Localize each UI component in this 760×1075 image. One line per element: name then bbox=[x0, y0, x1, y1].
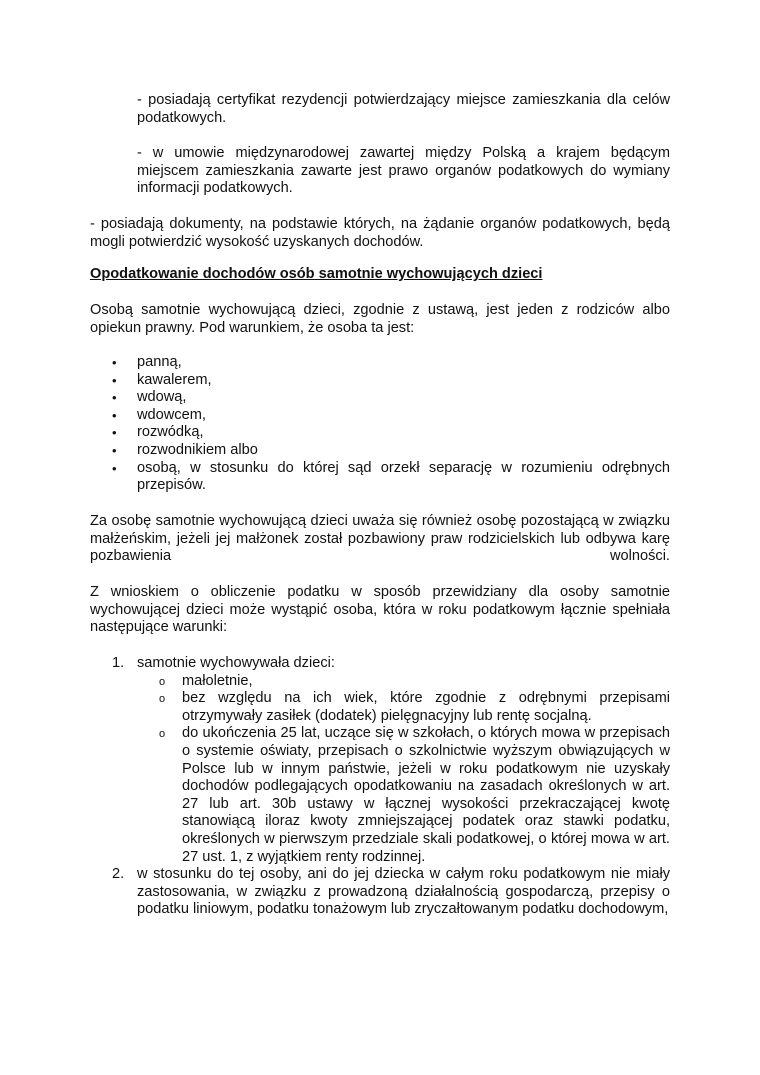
paragraph-married-person: Za osobę samotnie wychowującą dzieci uważa się również osobę pozostającą w związku małżeńskim, jeżeli jej małżonek został pozbawiony praw rodzicielskich lub odbywa karę pozbawienia wolności. bbox=[90, 513, 670, 565]
paragraph-definition: Osobą samotnie wychowującą dzieci, zgodnie z ustawą, jest jeden z rodziców albo opiekun prawny. Pod warunkiem, że osoba ta jest: bbox=[90, 302, 670, 336]
list-item: • rozwódką, bbox=[90, 424, 670, 442]
list-item: • panną, bbox=[90, 354, 670, 372]
list-item: • osobą, w stosunku do której sąd orzekł separację w rozumieniu odrębnych przepisów. bbox=[90, 460, 670, 495]
children-criteria-list bbox=[137, 673, 670, 867]
condition-item bbox=[90, 866, 670, 919]
paragraph-international-agreement: - w umowie międzynarodowej zawartej między Polską a krajem będącym miejscem zamieszkania zawarte jest prawo organów podatkowych do wymiany informacji podatkowych. bbox=[137, 145, 670, 197]
paragraph-residence-certificate: - posiadają certyfikat rezydencji potwierdzający miejsce zamieszkania dla celów podatkowych. bbox=[137, 92, 670, 126]
condition-number: 2. bbox=[112, 866, 125, 883]
conditions-list bbox=[90, 655, 670, 919]
condition-item bbox=[90, 655, 670, 866]
section-heading: Opodatkowanie dochodów osób samotnie wychowujących dzieci bbox=[90, 266, 543, 282]
marital-status-list bbox=[90, 354, 670, 495]
list-item: • wdową, bbox=[90, 389, 670, 407]
list-item: • kawalerem, bbox=[90, 372, 670, 390]
sub-list-item: o do ukończenia 25 lat, uczące się w szkołach, o których mowa w przepisach o systemie oświaty, przepisach o szkolnictwie wyższym obwiązujących w Polsce lub w innym państwie, jeżeli w roku podatkowym nie uzyskały dochodów podlegających opodatkowaniu na zasadach określonych w art. 27 lub art. 30b ustawy w łącznej wysokości przekraczającej kwotę stanowiącą iloraz kwoty zmniejszającej podatek oraz stawki podatku, określonych w pierwszym przedziale skali podatkowej, o której mowa w art. 27 ust. 1, z wyjątkiem renty rodzinnej. bbox=[137, 725, 670, 866]
list-item: • wdowcem, bbox=[90, 407, 670, 425]
sub-list-item: o małoletnie, bbox=[137, 673, 670, 691]
condition-text: w stosunku do tej osoby, ani do jej dziecka w całym roku podatkowym nie miały zastosowania, w związku z prowadzoną działalnością gospodarczą, przepisy o podatku liniowym, podatku tonażowym lub zryczałtowanym podatku dochodowym, bbox=[137, 866, 670, 918]
sub-list-item: o bez względu na ich wiek, które zgodnie z odrębnymi przepisami otrzymywały zasiłek (dodatek) pielęgnacyjny lub rentę socjalną. bbox=[137, 690, 670, 725]
condition-number: 1. bbox=[112, 655, 125, 671]
condition-text: samotnie wychowywała dzieci: bbox=[137, 655, 335, 671]
paragraph-application: Z wnioskiem o obliczenie podatku w sposób przewidziany dla osoby samotnie wychowującej dzieci może wystąpić osoba, która w roku podatkowym łącznie spełniała następujące warunki: bbox=[90, 584, 670, 636]
paragraph-documents: - posiadają dokumenty, na podstawie których, na żądanie organów podatkowych, będą mogli potwierdzić wysokość uzyskanych dochodów. bbox=[90, 216, 670, 250]
list-item: • rozwodnikiem albo bbox=[90, 442, 670, 460]
